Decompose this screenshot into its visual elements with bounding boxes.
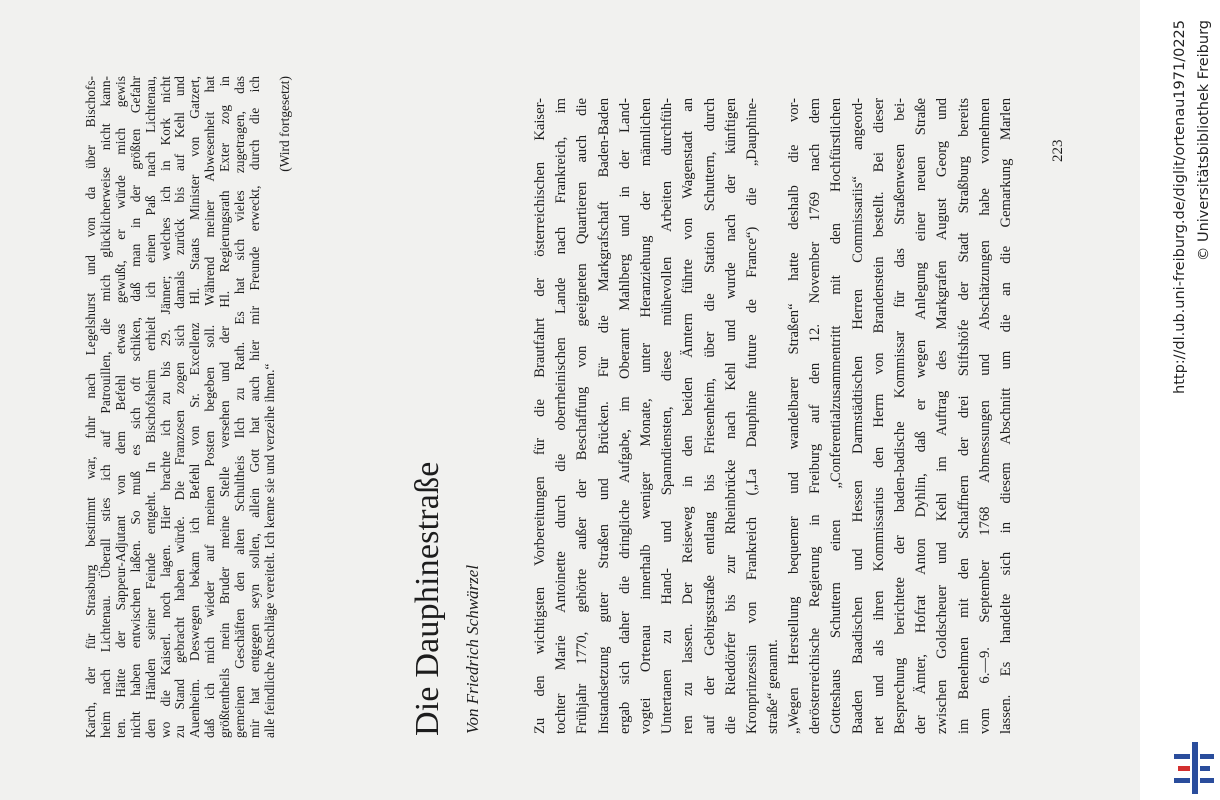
text-line: zu Stand gebracht haben würde. Die Franzosen zogen sich damals zurück bis auf Kehl und	[172, 76, 188, 738]
stamp-url-link[interactable]: http://dl.ub.uni-freiburg.de/diglit/ortenau1971/0225	[1172, 20, 1188, 394]
text-line: ren zu lassen. Der Reiseweg in den beiden Ämtern führte von Wagenstadt an	[680, 98, 697, 734]
continued-note: (Wird fortgesetzt)	[276, 76, 292, 172]
text-line: den Händen seiner Feinde entgeht. In Bischofsheim erhielt ich einen Paß nach Lichtenau,	[142, 76, 158, 738]
page-number: 223	[1050, 139, 1066, 162]
text-line: die Rieddörfer bis zur Rheinbrücke nach Kehl und wurde nach der künftigen	[722, 98, 739, 734]
text-line: Frühjahr 1770, gehörte außer der Beschaffung von geeigneten Quartieren auch die	[574, 98, 591, 734]
stamp-copyright: © Universitätsbibliothek Freiburg	[1196, 20, 1212, 262]
text-line: mir hat entgegen seyn sollen, allein Gott hat auch hier mir Freunde erweckt, durch die ich	[246, 76, 262, 738]
text-line: derösterreichische Regierung in Freiburg auf den 12. November 1769 nach dem	[807, 98, 824, 734]
text-line: vom 6.—9. September 1768 Abmessungen und Abschätzungen habe vornehmen	[976, 98, 993, 734]
text-line: „Wegen Herstellung bequemer und wandelbarer Straßen“ hatte deshalb die vor-	[786, 98, 802, 734]
text-line: Untertanen zu Hand- und Spanndiensten, diese mühevollen Arbeiten durchfüh-	[659, 98, 676, 734]
text-line: straße“ genannt.	[765, 639, 782, 734]
text-line: lassen. Es handelte sich in diesem Abschnitt um die an die Gemarkung Marlen	[998, 98, 1015, 734]
text-line: ten. Hätte der Sappeur-Adjutant von dem Befehl etwas gewußt, er würde mich gewis	[112, 76, 128, 738]
text-line: größtentheils mein Bruder meine Stelle versehen und der Hl. Regierungsrath Exter zog in	[217, 76, 233, 738]
text-line: Baaden Baadischen und Hessen Darmstädtischen Herren Commissariis“ angeord-	[849, 98, 866, 734]
text-line: ergab sich daher die dringliche Aufgabe, im Oberamt Mahlberg und in der Land-	[616, 98, 633, 734]
paragraph-1	[530, 98, 784, 734]
text-line: zwischen Goldscheuer und Kehl im Auftrag des Markgrafen August Georg und	[934, 98, 951, 734]
text-line: Auenheim. Deswegen bekam ich Befehl von Sr. Excellenz Hl. Staats Minister von Gatzert,	[187, 76, 203, 738]
continuation-text	[84, 76, 293, 738]
text-line: net und als ihren Kommissarius den Herrn von Brandenstein bestellt. Bei dieser	[870, 98, 887, 734]
article-title: Die Dauphinestraße	[409, 461, 446, 736]
text-line: Karch, der für Strasburg bestimmt war, fuhr nach Legelshurst und von da über Bischofs-	[83, 76, 98, 738]
text-line: vogtei Ortenau innerhalb weniger Monate, unter Heranziehung der männlichen	[638, 98, 655, 734]
text-line: gemeinen Geschäften den alten Schultheis Ilch zu Rath. Es hat sich vieles zugetragen, das	[232, 76, 248, 738]
text-line: im Benehmen mit den Schaffnern der drei Stiftshöfe der Stadt Straßburg bereits	[955, 98, 972, 734]
text-line: Besprechung berichtete der baden-badische Kommissar für das Straßenwesen bei-	[892, 98, 909, 734]
text-line: Instandsetzung guter Straßen und Brücken. Für die Markgrafschaft Baden-Baden	[595, 98, 612, 734]
paragraph-2	[784, 98, 1017, 734]
text-line: Zu den wichtigsten Vorbereitungen für die Brautfahrt der österreichischen Kaiser-	[532, 98, 548, 734]
text-line: daß ich mich wieder auf meinen Posten begeben soll. Während meiner Abwesenheit hat	[202, 76, 218, 738]
text-line: auf der Gebirgsstraße entlang bis Friesenheim, über die Station Schuttern, durch	[701, 98, 718, 734]
text-line: der Ämter, Hofrat Anton Dyhlin, daß er wegen Anlegung einer neuen Straße	[913, 98, 930, 734]
text-line: wo die Kaiserl. noch lagen. Hier brachte ich zu bis 29. Jänner; welches ich in Kork nicht	[157, 76, 173, 738]
text-line: tochter Marie Antoinette durch die oberrheinischen Lande nach Frankreich, im	[553, 98, 570, 734]
text-line: Kronprinzessin von Frankreich („La Dauphine future de France“) die „Dauphine-	[744, 98, 761, 734]
text-line: alle feindliche Anschläge vereitelt. Ich kenne sie und verzeihe ihnen.“	[261, 363, 277, 738]
text-line: nicht haben entwischen laßen. So muß es sich oft schiken, daß man in der größten Gefahr	[127, 76, 143, 738]
text-line: Gotteshaus Schuttern einen „Conferentialzusammentritt mit den Hochfürstlichen	[828, 98, 845, 734]
text-line: heim nach Lichtenau. Überall sties ich auf Patrouillen, die mich glücklicherweise nicht kann-	[97, 76, 113, 738]
ub-freiburg-logo-icon	[1172, 740, 1216, 796]
library-stamp	[1140, 0, 1220, 800]
article-byline: Von Friedrich Schwärzel	[463, 564, 482, 734]
